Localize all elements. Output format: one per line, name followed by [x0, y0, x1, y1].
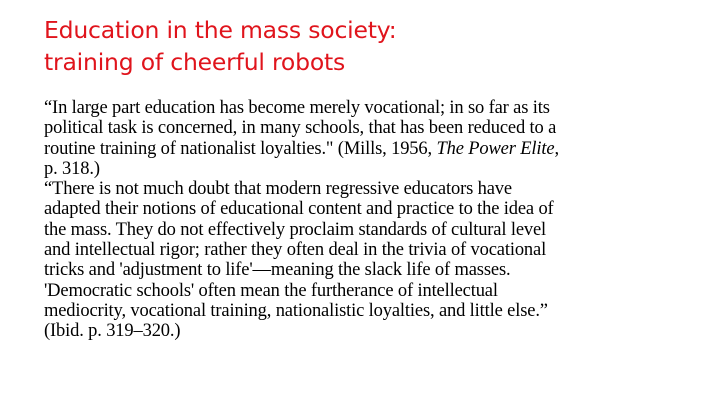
quote-line: mediocrity, vocational training, nationalistic loyalties, and little else.” — [44, 300, 548, 321]
quote-line: “There is not much doubt that modern regressive educators have — [44, 179, 512, 200]
quote-mills-power-elite — [44, 98, 684, 179]
book-title: The Power Elite — [436, 138, 555, 159]
citation-page: p. 318.) — [44, 158, 100, 179]
quote-line: the mass. They do not effectively proclaim standards of cultural level — [44, 219, 547, 240]
title-line: training of cheerful robots — [44, 48, 346, 76]
quote-regressive-educators — [44, 179, 684, 341]
quote-line: political task is concerned, in many schools, that has been reduced to a — [44, 118, 557, 139]
quote-line: 'Democratic schools' often mean the furtherance of intellectual — [44, 280, 498, 301]
quote-line-citation — [44, 139, 684, 159]
punctuation: , — [554, 138, 559, 159]
slide-title — [44, 14, 684, 78]
quote-line: adapted their notions of educational content and practice to the idea of — [44, 199, 554, 220]
quote-line: “In large part education has become merely vocational; in so far as its — [44, 98, 550, 118]
title-line: Education in the mass society: — [44, 16, 397, 44]
quote-line: and intellectual rigor; rather they often deal in the trivia of vocational — [44, 240, 547, 261]
quote-text: routine training of nationalist loyalties." (Mills, 1956, — [44, 138, 437, 159]
citation-page: (Ibid. p. 319–320.) — [44, 321, 181, 342]
quote-line: tricks and 'adjustment to life'—meaning the slack life of masses. — [44, 260, 511, 281]
slide-body — [44, 98, 684, 342]
